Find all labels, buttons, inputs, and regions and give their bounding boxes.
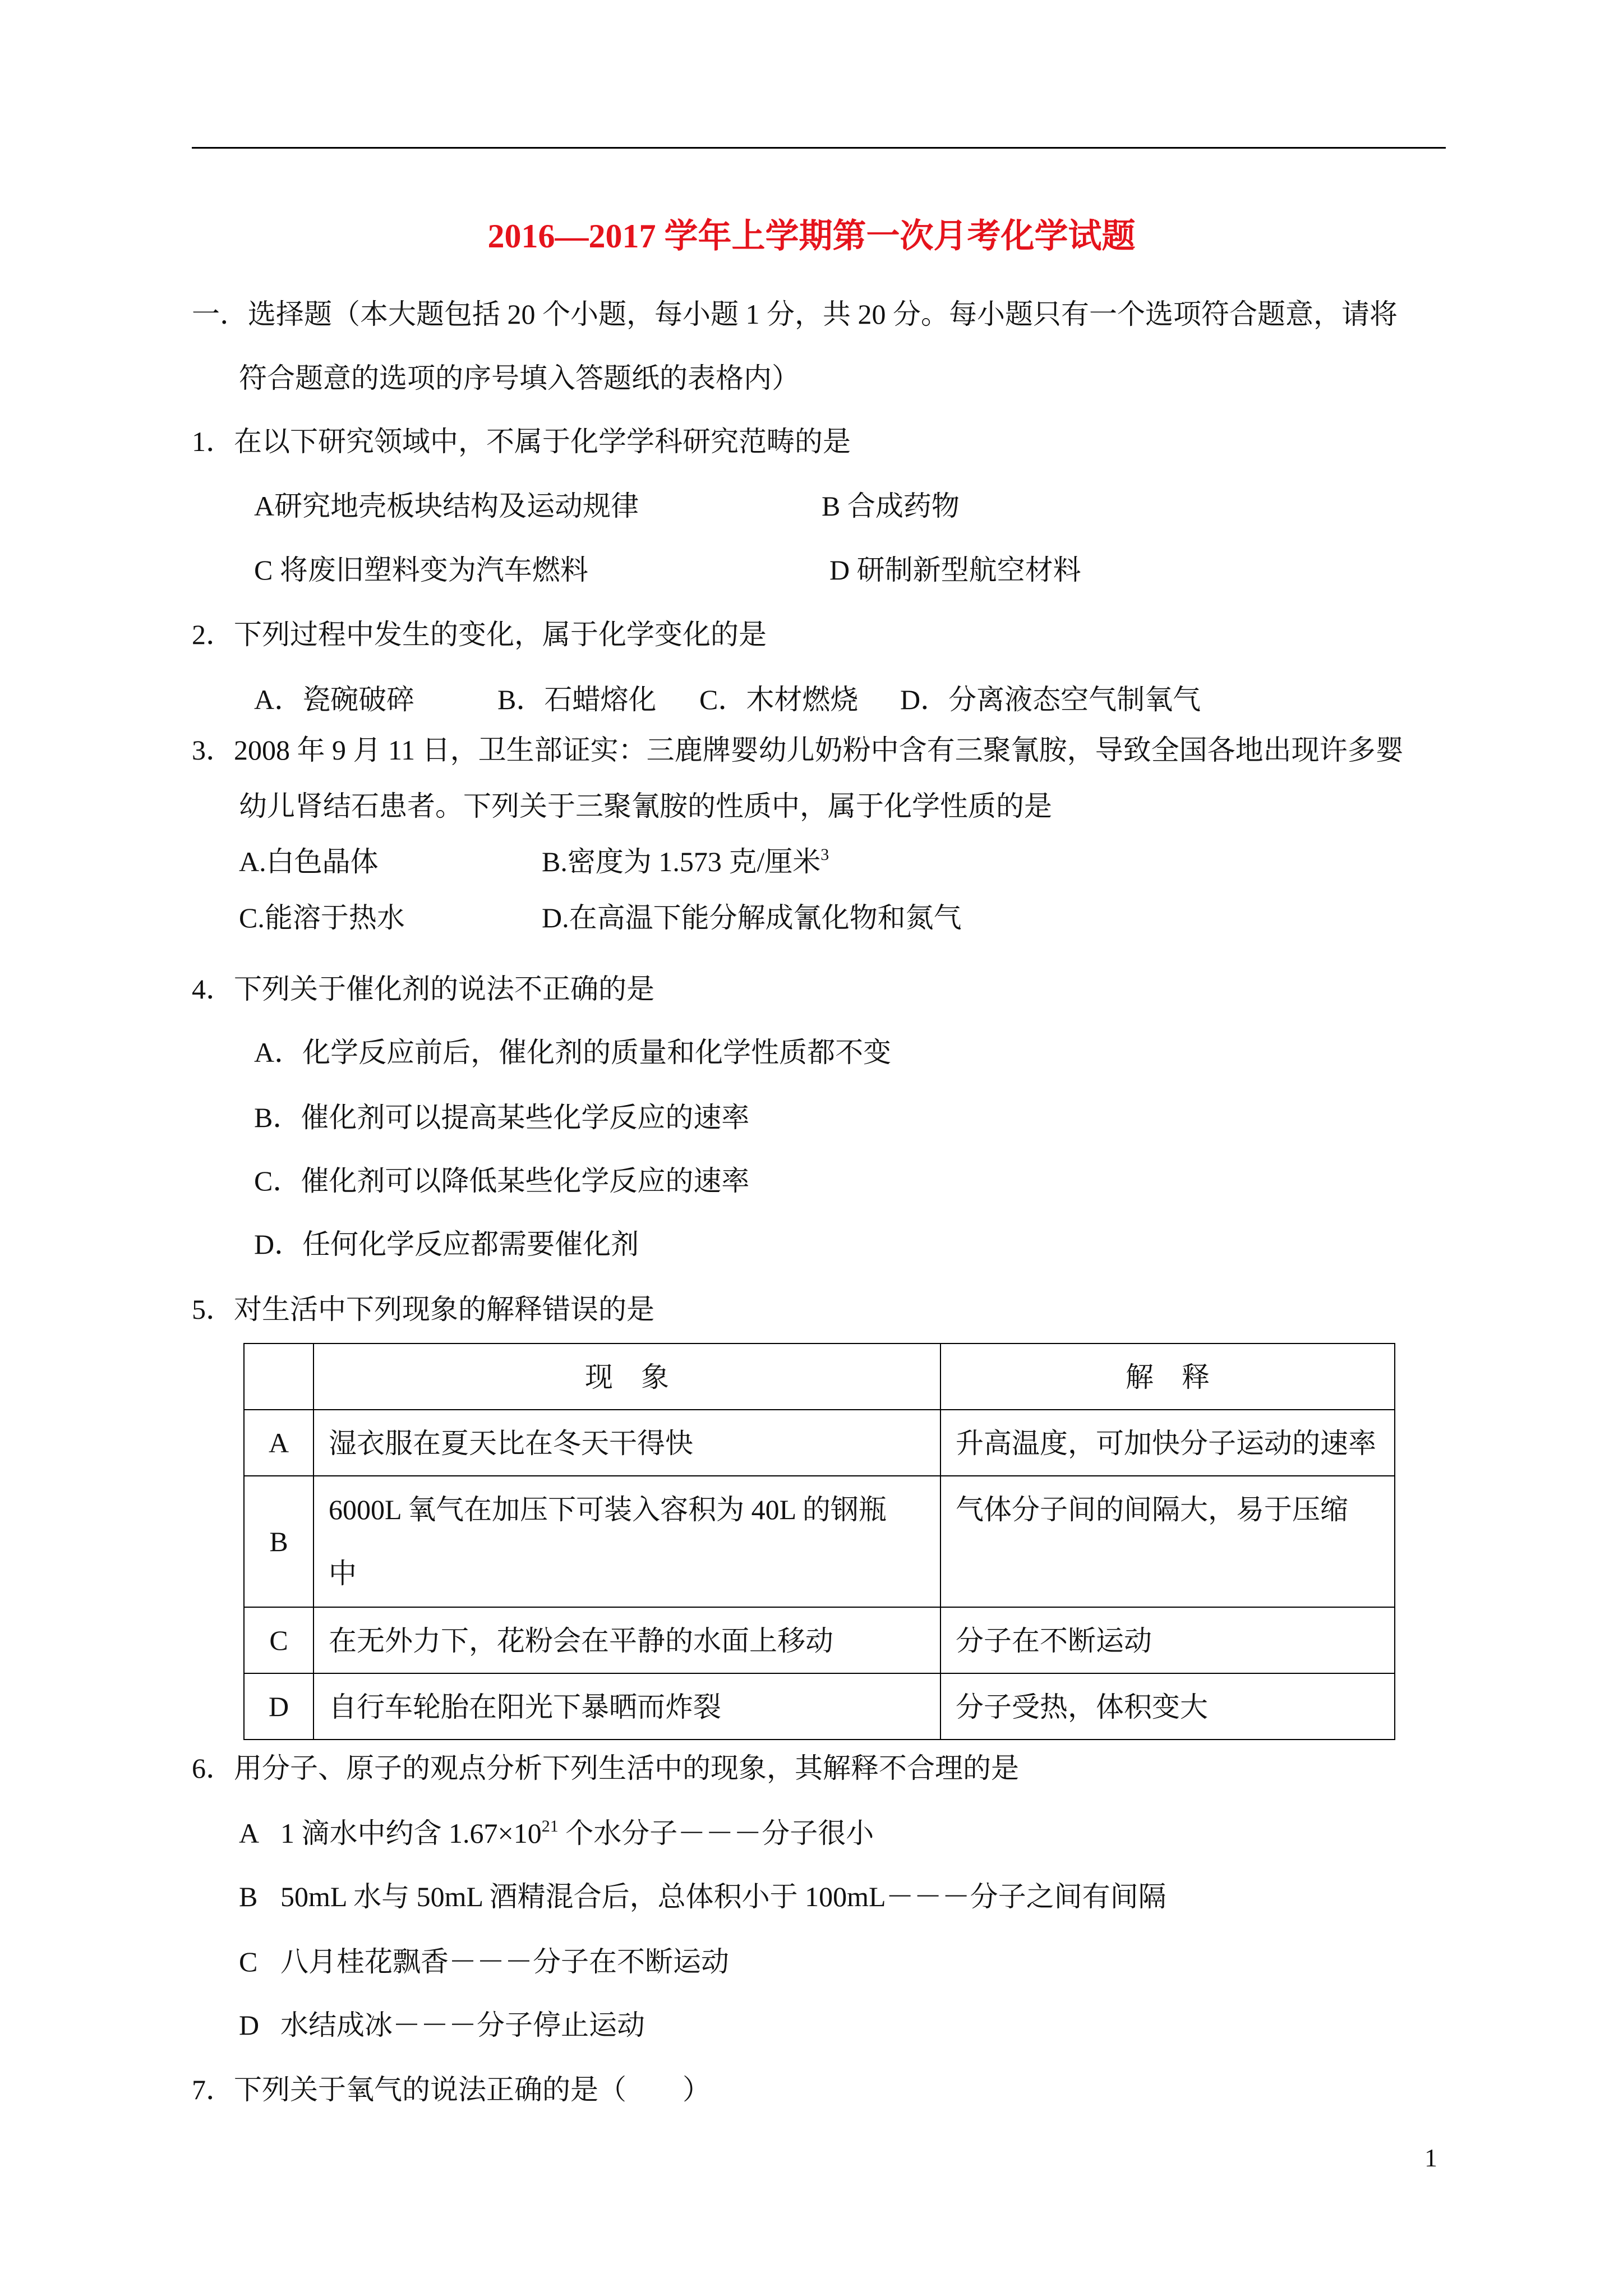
- question-1-stem: 1．在以下研究领域中，不属于化学学科研究范畴的是: [192, 426, 851, 457]
- option-text-after: 个水分子－－－分子很小: [558, 1818, 874, 1849]
- question-4-option-c: C．催化剂可以降低某些化学反应的速率: [254, 1165, 750, 1197]
- table-cell-phenomenon: [313, 1607, 940, 1673]
- cell-line: 升高温度，可加快分子运动的速率: [956, 1428, 1376, 1459]
- superscript: 3: [820, 845, 829, 864]
- table-cell-phenomenon: [313, 1673, 940, 1740]
- header-rule: [192, 147, 1446, 149]
- question-2-option-b: B．石蜡熔化: [497, 684, 657, 715]
- section-intro-line: 一．选择题（本大题包括 20 个小题，每小题 1 分，共 20 分。每小题只有一个选项符合题意，请将: [192, 298, 1398, 330]
- question-6-stem: 6．用分子、原子的观点分析下列生活中的现象，其解释不合理的是: [192, 1752, 1019, 1784]
- table-header-row: [244, 1343, 1395, 1410]
- question-4-option-b: B．催化剂可以提高某些化学反应的速率: [254, 1102, 750, 1133]
- question-3-option-d: D.在高温下能分解成氰化物和氮气: [542, 902, 962, 933]
- option-text: B.密度为 1.573 克/厘米: [542, 846, 821, 877]
- question-5-stem: 5．对生活中下列现象的解释错误的是: [192, 1294, 654, 1325]
- table-row: [244, 1607, 1395, 1673]
- cell-line: 分子受热，体积变大: [956, 1691, 1208, 1723]
- question-3-option-b: [542, 845, 829, 878]
- cell-line: 自行车轮胎在阳光下暴晒而炸裂: [329, 1691, 721, 1723]
- table-cell-explanation: [940, 1476, 1395, 1607]
- table-cell-explanation: [940, 1673, 1395, 1740]
- cell-line: 6000L 氧气在加压下可装入容积为 40L 的钢瓶: [329, 1494, 887, 1525]
- table-row: [244, 1410, 1395, 1476]
- table-row-key: A: [244, 1410, 313, 1476]
- question-6-option-b-letter: B: [239, 1881, 258, 1912]
- question-4-stem: 4．下列关于催化剂的说法不正确的是: [192, 973, 654, 1005]
- question-2-option-c: C．木材燃烧: [699, 684, 859, 715]
- question-6-option-c-letter: C: [239, 1946, 258, 1977]
- question-1-option-a: A研究地壳板块结构及运动规律: [254, 490, 639, 522]
- table-row-key: D: [244, 1673, 313, 1740]
- option-text: 1 滴水中约含 1.67×10: [280, 1818, 542, 1849]
- table-row-key: B: [244, 1476, 313, 1607]
- superscript: 21: [541, 1817, 559, 1835]
- table-cell-phenomenon: [313, 1410, 940, 1476]
- question-6-option-d-text: 水结成冰－－－分子停止运动: [280, 2009, 645, 2041]
- page-title: 2016—2017 学年上学期第一次月考化学试题: [487, 218, 1136, 255]
- question-2-option-a: A．瓷碗破碎: [254, 684, 415, 715]
- question-4-option-a: A．化学反应前后，催化剂的质量和化学性质都不变: [254, 1037, 892, 1068]
- question-6-option-a-letter: A: [239, 1818, 260, 1849]
- question-4-option-d: D．任何化学反应都需要催化剂: [254, 1228, 639, 1260]
- cell-line: 中: [329, 1558, 357, 1589]
- table-cell-phenomenon: [313, 1476, 940, 1607]
- cell-line: 在无外力下，花粉会在平静的水面上移动: [329, 1625, 833, 1657]
- table-header-explanation: 解 释: [940, 1343, 1395, 1410]
- section-intro-line: 符合题意的选项的序号填入答题纸的表格内）: [239, 362, 800, 394]
- question-6-option-b-text: 50mL 水与 50mL 酒精混合后，总体积小于 100mL－－－分子之间有间隔: [280, 1881, 1166, 1912]
- question-3-option-c: C.能溶于热水: [239, 902, 405, 933]
- table-header-phenomenon: 现 象: [313, 1343, 940, 1410]
- table-row: [244, 1476, 1395, 1607]
- table-cell-explanation: [940, 1607, 1395, 1673]
- question-6-option-c-text: 八月桂花飘香－－－分子在不断运动: [280, 1946, 729, 1977]
- question-1-option-c: C 将废旧塑料变为汽车燃料: [254, 554, 588, 586]
- table-cell-explanation: [940, 1410, 1395, 1476]
- question-6-option-d-letter: D: [239, 2009, 260, 2041]
- table-row-key: C: [244, 1607, 313, 1673]
- question-3-option-a: A.白色晶体: [239, 846, 379, 877]
- page-number: 1: [1424, 2143, 1437, 2172]
- question-1-option-d: D 研制新型航空材料: [829, 554, 1081, 586]
- cell-line: 湿衣服在夏天比在冬天干得快: [329, 1428, 693, 1459]
- question-2-stem: 2．下列过程中发生的变化，属于化学变化的是: [192, 619, 767, 650]
- phenomenon-explanation-table: [243, 1343, 1395, 1740]
- question-1-option-b: B 合成药物: [822, 490, 960, 522]
- question-2-option-d: D．分离液态空气制氧气: [900, 684, 1201, 715]
- table-row: [244, 1673, 1395, 1740]
- question-3-stem-line: 3．2008 年 9 月 11 日，卫生部证实：三鹿牌婴幼儿奶粉中含有三聚氰胺，导致全国各地出现许多婴: [192, 734, 1404, 766]
- cell-line: 气体分子间的间隔大，易于压缩: [956, 1494, 1348, 1525]
- cell-line: 分子在不断运动: [956, 1625, 1152, 1657]
- question-6-option-a-text: [280, 1816, 874, 1850]
- question-7-stem: 7．下列关于氧气的说法正确的是（ ）: [192, 2074, 711, 2105]
- question-3-stem-line: 幼儿肾结石患者。下列关于三聚氰胺的性质中，属于化学性质的是: [239, 790, 1052, 822]
- table-header-blank: [244, 1343, 313, 1410]
